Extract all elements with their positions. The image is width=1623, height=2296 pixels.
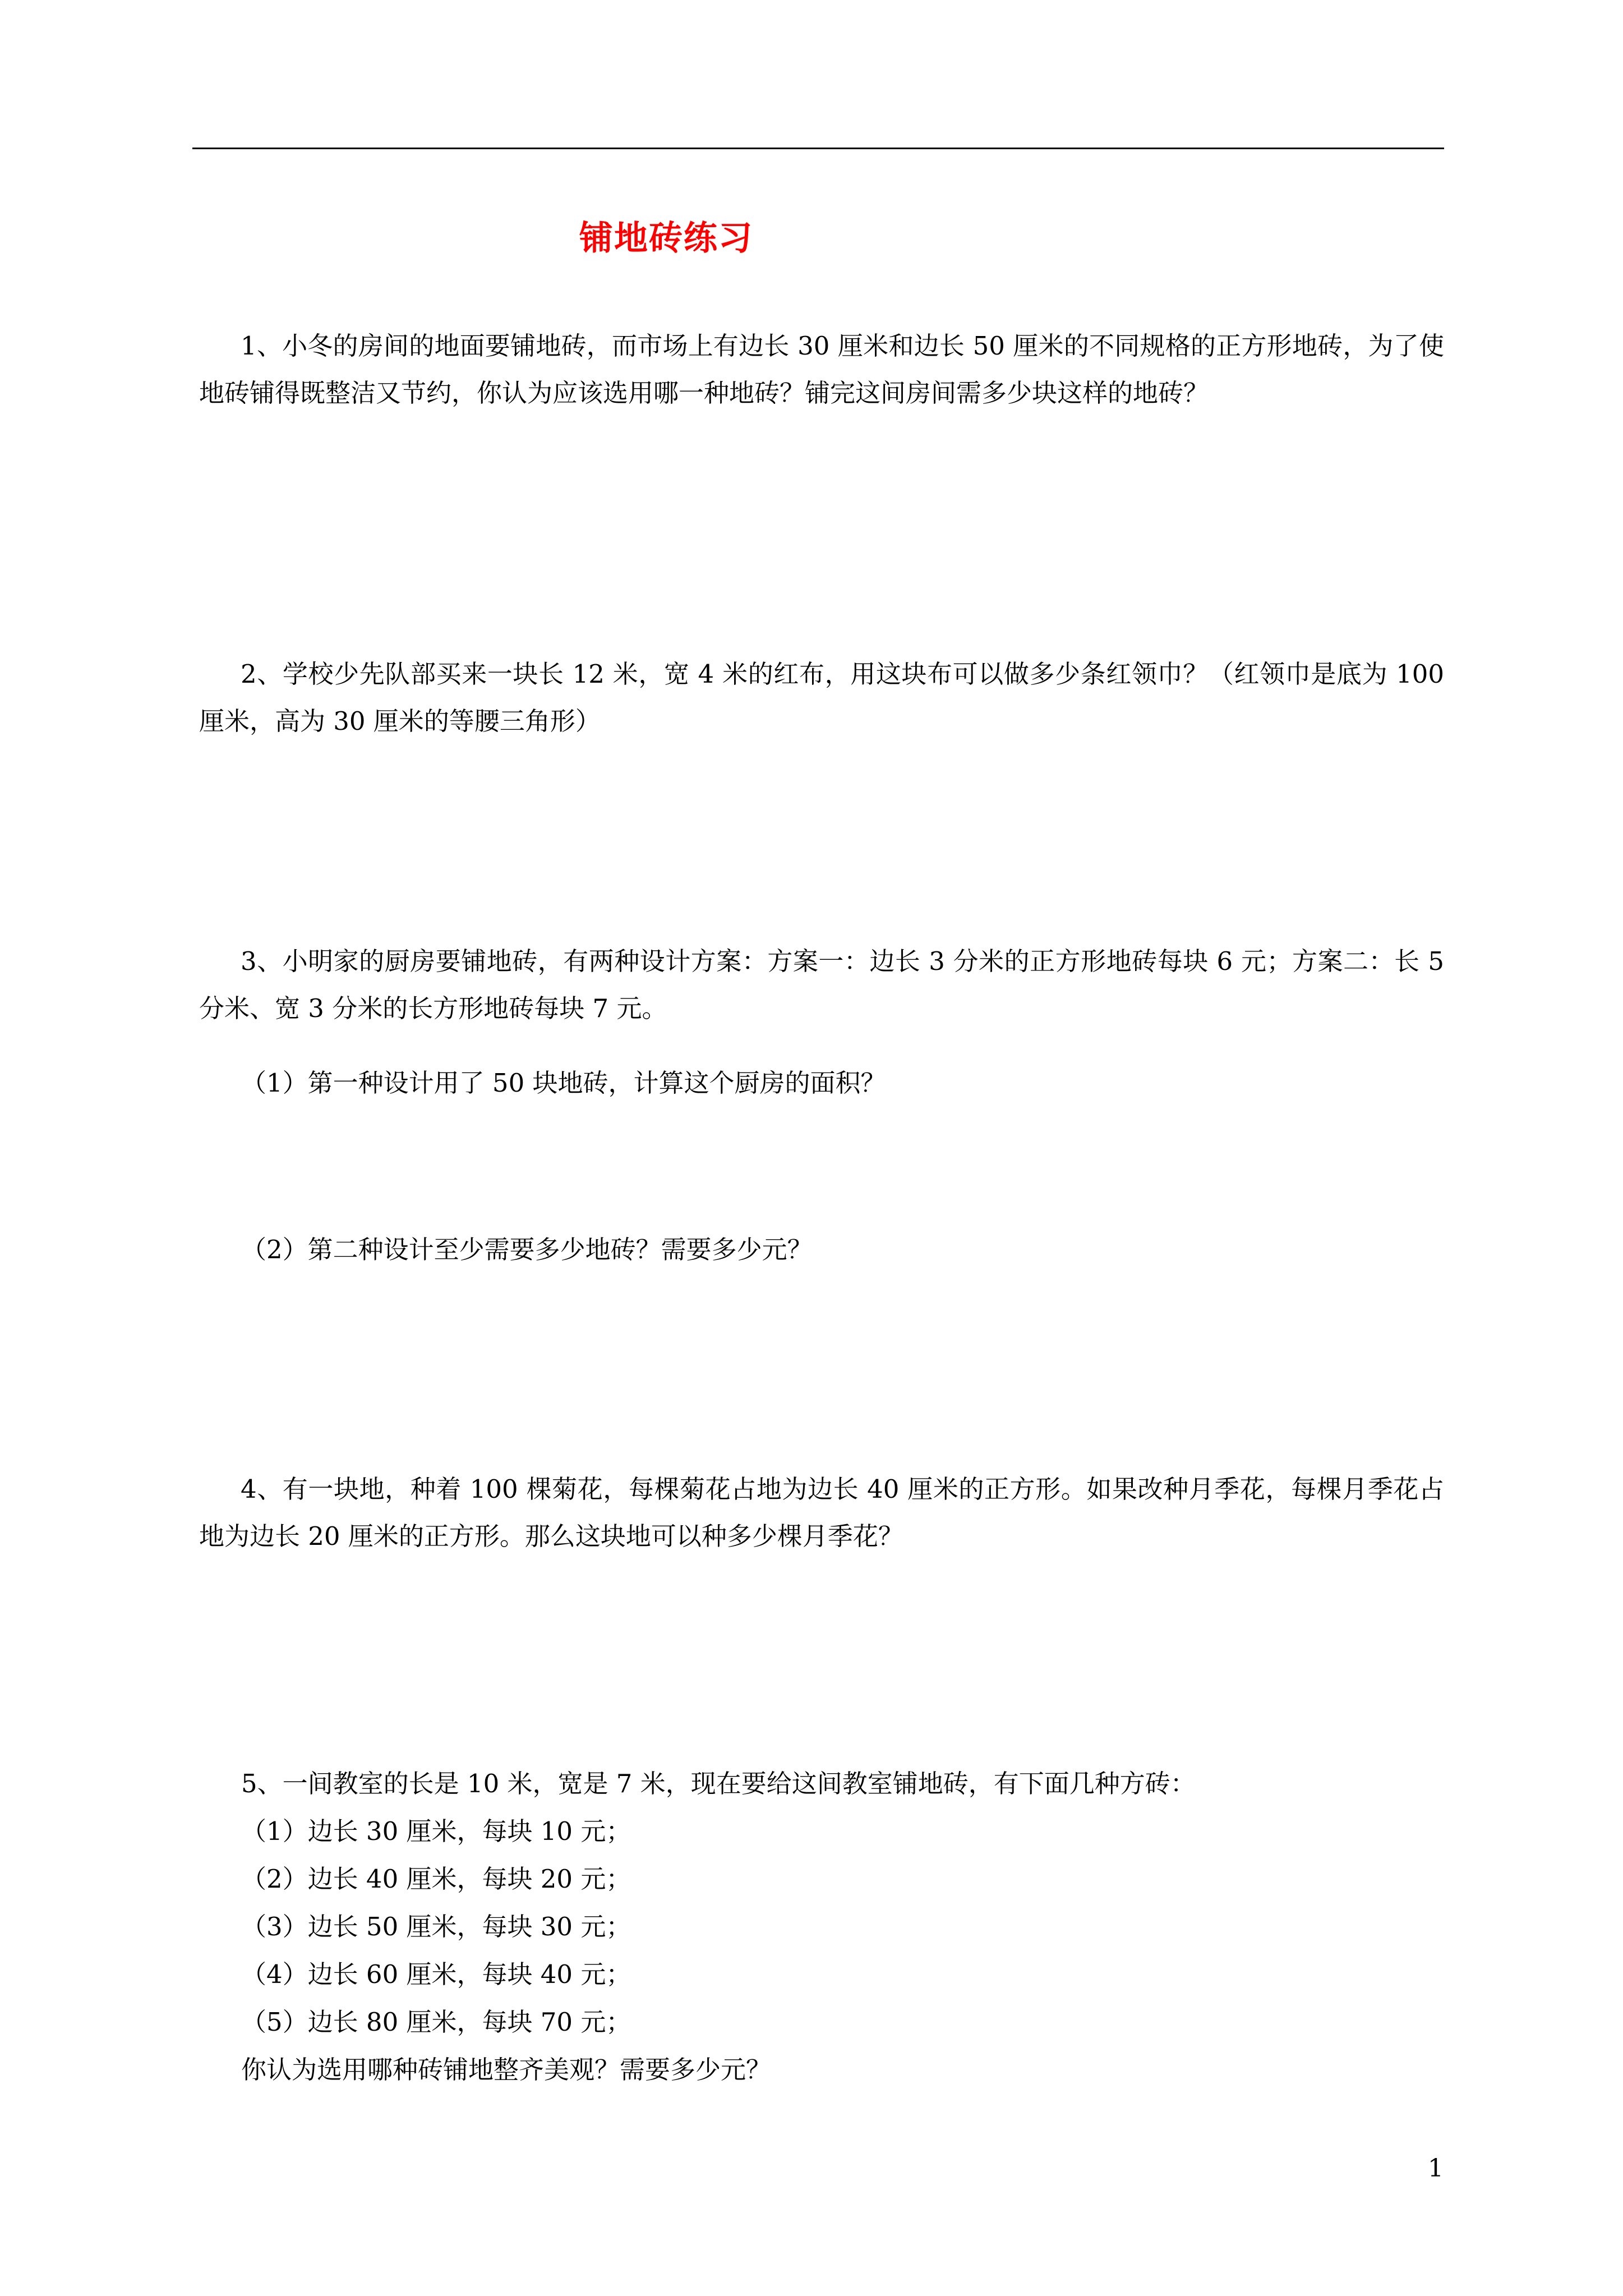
document-title: 铺地砖练习 — [579, 219, 753, 258]
question-1: 1、小冬的房间的地面要铺地砖，而市场上有边长 30 厘米和边长 50 厘米的不同规格的正方形地砖，为了使地砖铺得既整洁又节约，你认为应该选用哪一种地砖？铺完这间房间需多少块这样的地砖？ — [199, 331, 1444, 408]
question-5-option: （3）边长 50 厘米，每块 30 元； — [241, 1912, 631, 1941]
question-5-option: （4）边长 60 厘米，每块 40 元； — [241, 1959, 631, 1989]
question-5-intro: 5、一间教室的长是 10 米，宽是 7 米，现在要给这间教室铺地砖，有下面几种方砖： — [241, 1769, 1196, 1798]
question-3-part-1: （1）第一种设计用了 50 块地砖，计算这个厨房的面积？ — [241, 1068, 886, 1098]
question-3-part-2: （2）第二种设计至少需要多少地砖？需要多少元？ — [241, 1235, 813, 1264]
question-3: 3、小明家的厨房要铺地砖，有两种设计方案：方案一：边长 3 分米的正方形地砖每块 6 元；方案二：长 5 分米、宽 3 分米的长方形地砖每块 7 元。 — [199, 946, 1444, 1023]
header-rule — [192, 148, 1444, 149]
question-5-option: （2）边长 40 厘米，每块 20 元； — [241, 1864, 631, 1894]
question-4: 4、有一块地，种着 100 棵菊花，每棵菊花占地为边长 40 厘米的正方形。如果改种月季花，每棵月季花占地为边长 20 厘米的正方形。那么这块地可以种多少棵月季花？ — [199, 1474, 1444, 1551]
question-5-option: （1）边长 30 厘米，每块 10 元； — [241, 1816, 631, 1846]
question-5-option: （5）边长 80 厘米，每块 70 元； — [241, 2007, 631, 2037]
question-5-question: 你认为选用哪种砖铺地整齐美观？需要多少元？ — [241, 2055, 772, 2085]
page-number: 1 — [1428, 2154, 1444, 2183]
question-2: 2、学校少先队部买来一块长 12 米，宽 4 米的红布，用这块布可以做多少条红领巾？（红领巾是底为 100 厘米，高为 30 厘米的等腰三角形） — [199, 659, 1444, 736]
